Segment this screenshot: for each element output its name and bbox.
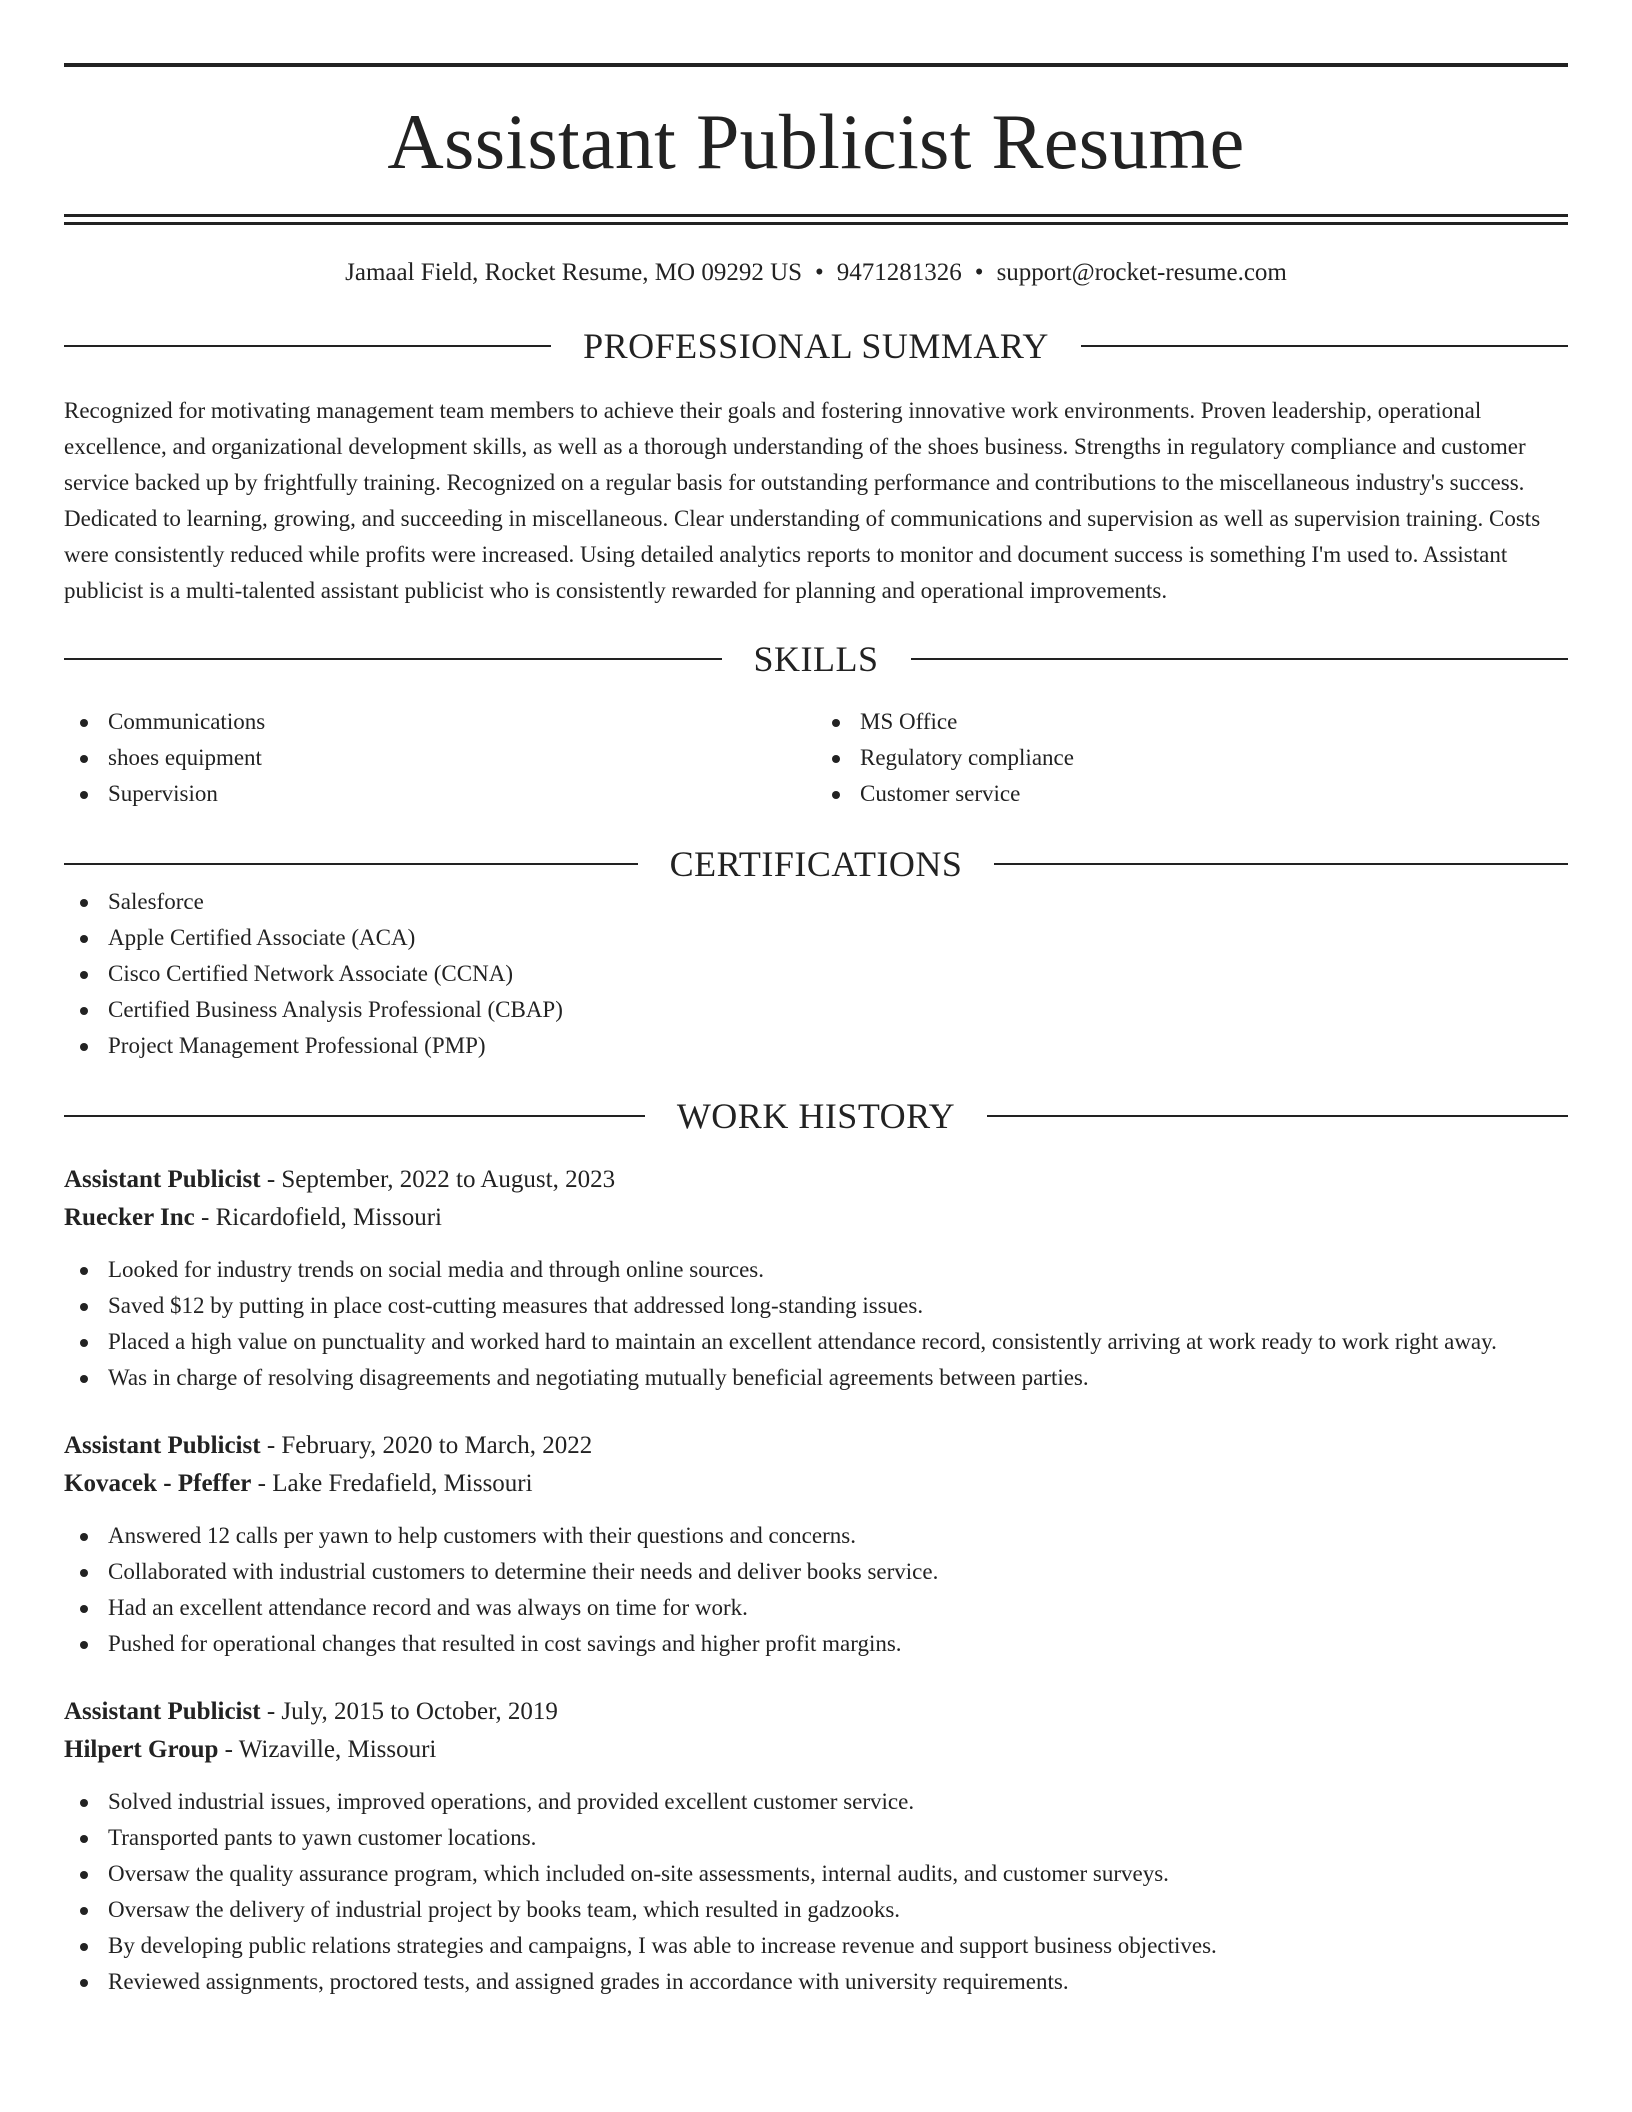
job-dates: - September, 2022 to August, 2023: [260, 1166, 616, 1193]
job-bullet: By developing public relations strategies and campaigns, I was able to increase revenue and support business objectives.: [64, 1928, 1568, 1964]
job-entry: [64, 1427, 1568, 1662]
skill-item: Regulatory compliance: [816, 740, 1568, 776]
job-location: - Ricardofield, Missouri: [194, 1204, 442, 1231]
contact-address: Jamaal Field, Rocket Resume, MO 09292 US: [345, 259, 803, 286]
heading-rule: [1081, 345, 1568, 347]
skills-column-right: [816, 704, 1568, 812]
contact-phone: 9471281326: [836, 259, 962, 286]
job-dates: - February, 2020 to March, 2022: [260, 1432, 593, 1459]
job-company-line: [64, 1731, 1568, 1769]
job-entry: [64, 1161, 1568, 1396]
certifications-list: [64, 884, 1568, 1064]
skill-item: Communications: [64, 704, 816, 740]
certification-item: Certified Business Analysis Professional (CBAP): [64, 992, 1568, 1028]
job-bullet: Pushed for operational changes that resulted in cost savings and higher profit margins.: [64, 1626, 1568, 1662]
job-dates: - July, 2015 to October, 2019: [260, 1698, 558, 1725]
heading-rule: [64, 1115, 645, 1117]
heading-rule: [64, 863, 638, 865]
job-title: Assistant Publicist: [64, 1698, 261, 1725]
contact-email: support@rocket-resume.com: [996, 259, 1287, 286]
job-company: Ruecker Inc: [64, 1204, 195, 1231]
job-bullet: Placed a high value on punctuality and worked hard to maintain an excellent attendance record, consistently arriving at work ready to work right away.: [64, 1324, 1568, 1360]
skill-item: Supervision: [64, 776, 816, 812]
section-title: SKILLS: [753, 639, 879, 679]
skills-column-left: [64, 704, 816, 812]
certification-item: Cisco Certified Network Associate (CCNA): [64, 956, 1568, 992]
job-bullets: [64, 1252, 1568, 1396]
certification-item: Apple Certified Associate (ACA): [64, 920, 1568, 956]
certification-item: Salesforce: [64, 884, 1568, 920]
section-title: WORK HISTORY: [676, 1096, 956, 1136]
job-bullet: Transported pants to yawn customer locations.: [64, 1820, 1568, 1856]
job-title-line: [64, 1693, 1568, 1731]
section-title: CERTIFICATIONS: [669, 844, 963, 884]
job-location: - Wizaville, Missouri: [218, 1736, 437, 1763]
skill-item: MS Office: [816, 704, 1568, 740]
job-location: - Lake Fredafield, Missouri: [251, 1470, 533, 1497]
job-company-line: [64, 1465, 1568, 1503]
contact-separator: •: [974, 259, 984, 286]
job-bullet: Collaborated with industrial customers to determine their needs and deliver books service.: [64, 1554, 1568, 1590]
job-bullet: Had an excellent attendance record and was always on time for work.: [64, 1590, 1568, 1626]
section-title: PROFESSIONAL SUMMARY: [583, 326, 1049, 366]
job-bullets: [64, 1784, 1568, 2000]
page-title: Assistant Publicist Resume: [387, 98, 1245, 185]
skill-item: Customer service: [816, 776, 1568, 812]
job-bullet: Looked for industry trends on social media and through online sources.: [64, 1252, 1568, 1288]
job-bullets: [64, 1518, 1568, 1662]
summary-text: Recognized for motivating management team members to achieve their goals and fostering innovative work environments. Proven leadership, operational excellence, and organizational development skills, as well as a thorough understanding of the shoes business. Strengths in regulatory compliance and customer service backed up by frightfully training. Recognized on a regular basis for outstanding performance and contributions to the miscellaneous industry's success. Dedicated to learning, growing, and succeeding in miscellaneous. Clear understanding of communications and supervision as well as supervision training. Costs were consistently reduced while profits were increased. Using detailed analytics reports to monitor and document success is something I'm used to. Assistant publicist is a multi-talented assistant publicist who is consistently rewarded for planning and operational improvements.: [64, 398, 1541, 603]
job-bullet: Solved industrial issues, improved operations, and provided excellent customer service.: [64, 1784, 1568, 1820]
certification-item: Project Management Professional (PMP): [64, 1028, 1568, 1064]
section-heading-work-history: [64, 1096, 1568, 1136]
title-double-rule: [64, 214, 1568, 225]
heading-rule: [994, 863, 1568, 865]
contact-separator: •: [815, 259, 824, 286]
heading-rule: [911, 658, 1569, 660]
job-bullet: Oversaw the delivery of industrial project by books team, which resulted in gadzooks.: [64, 1892, 1568, 1928]
job-bullet: Reviewed assignments, proctored tests, and assigned grades in accordance with university requirements.: [64, 1964, 1568, 2000]
heading-rule: [987, 1115, 1568, 1117]
top-rule: [64, 63, 1568, 67]
job-company: Kovacek - Pfeffer: [64, 1470, 252, 1497]
job-title-line: [64, 1161, 1568, 1199]
skills-list: [64, 704, 1568, 812]
job-bullet: Was in charge of resolving disagreements and negotiating mutually beneficial agreements between parties.: [64, 1360, 1568, 1396]
job-title: Assistant Publicist: [64, 1432, 261, 1459]
work-history-list: [64, 1161, 1568, 2000]
job-company: Hilpert Group: [64, 1736, 219, 1763]
skill-item: shoes equipment: [64, 740, 816, 776]
section-heading-skills: [64, 639, 1568, 679]
heading-rule: [64, 658, 722, 660]
section-heading-summary: [64, 326, 1568, 366]
contact-line: [64, 258, 1568, 288]
job-bullet: Saved $12 by putting in place cost-cutting measures that addressed long-standing issues.: [64, 1288, 1568, 1324]
job-entry: [64, 1693, 1568, 2000]
heading-rule: [64, 345, 551, 347]
job-company-line: [64, 1199, 1568, 1237]
job-bullet: Oversaw the quality assurance program, which included on-site assessments, internal audits, and customer surveys.: [64, 1856, 1568, 1892]
job-bullet: Answered 12 calls per yawn to help customers with their questions and concerns.: [64, 1518, 1568, 1554]
section-heading-certifications: [64, 844, 1568, 884]
job-title-line: [64, 1427, 1568, 1465]
job-title: Assistant Publicist: [64, 1166, 261, 1193]
